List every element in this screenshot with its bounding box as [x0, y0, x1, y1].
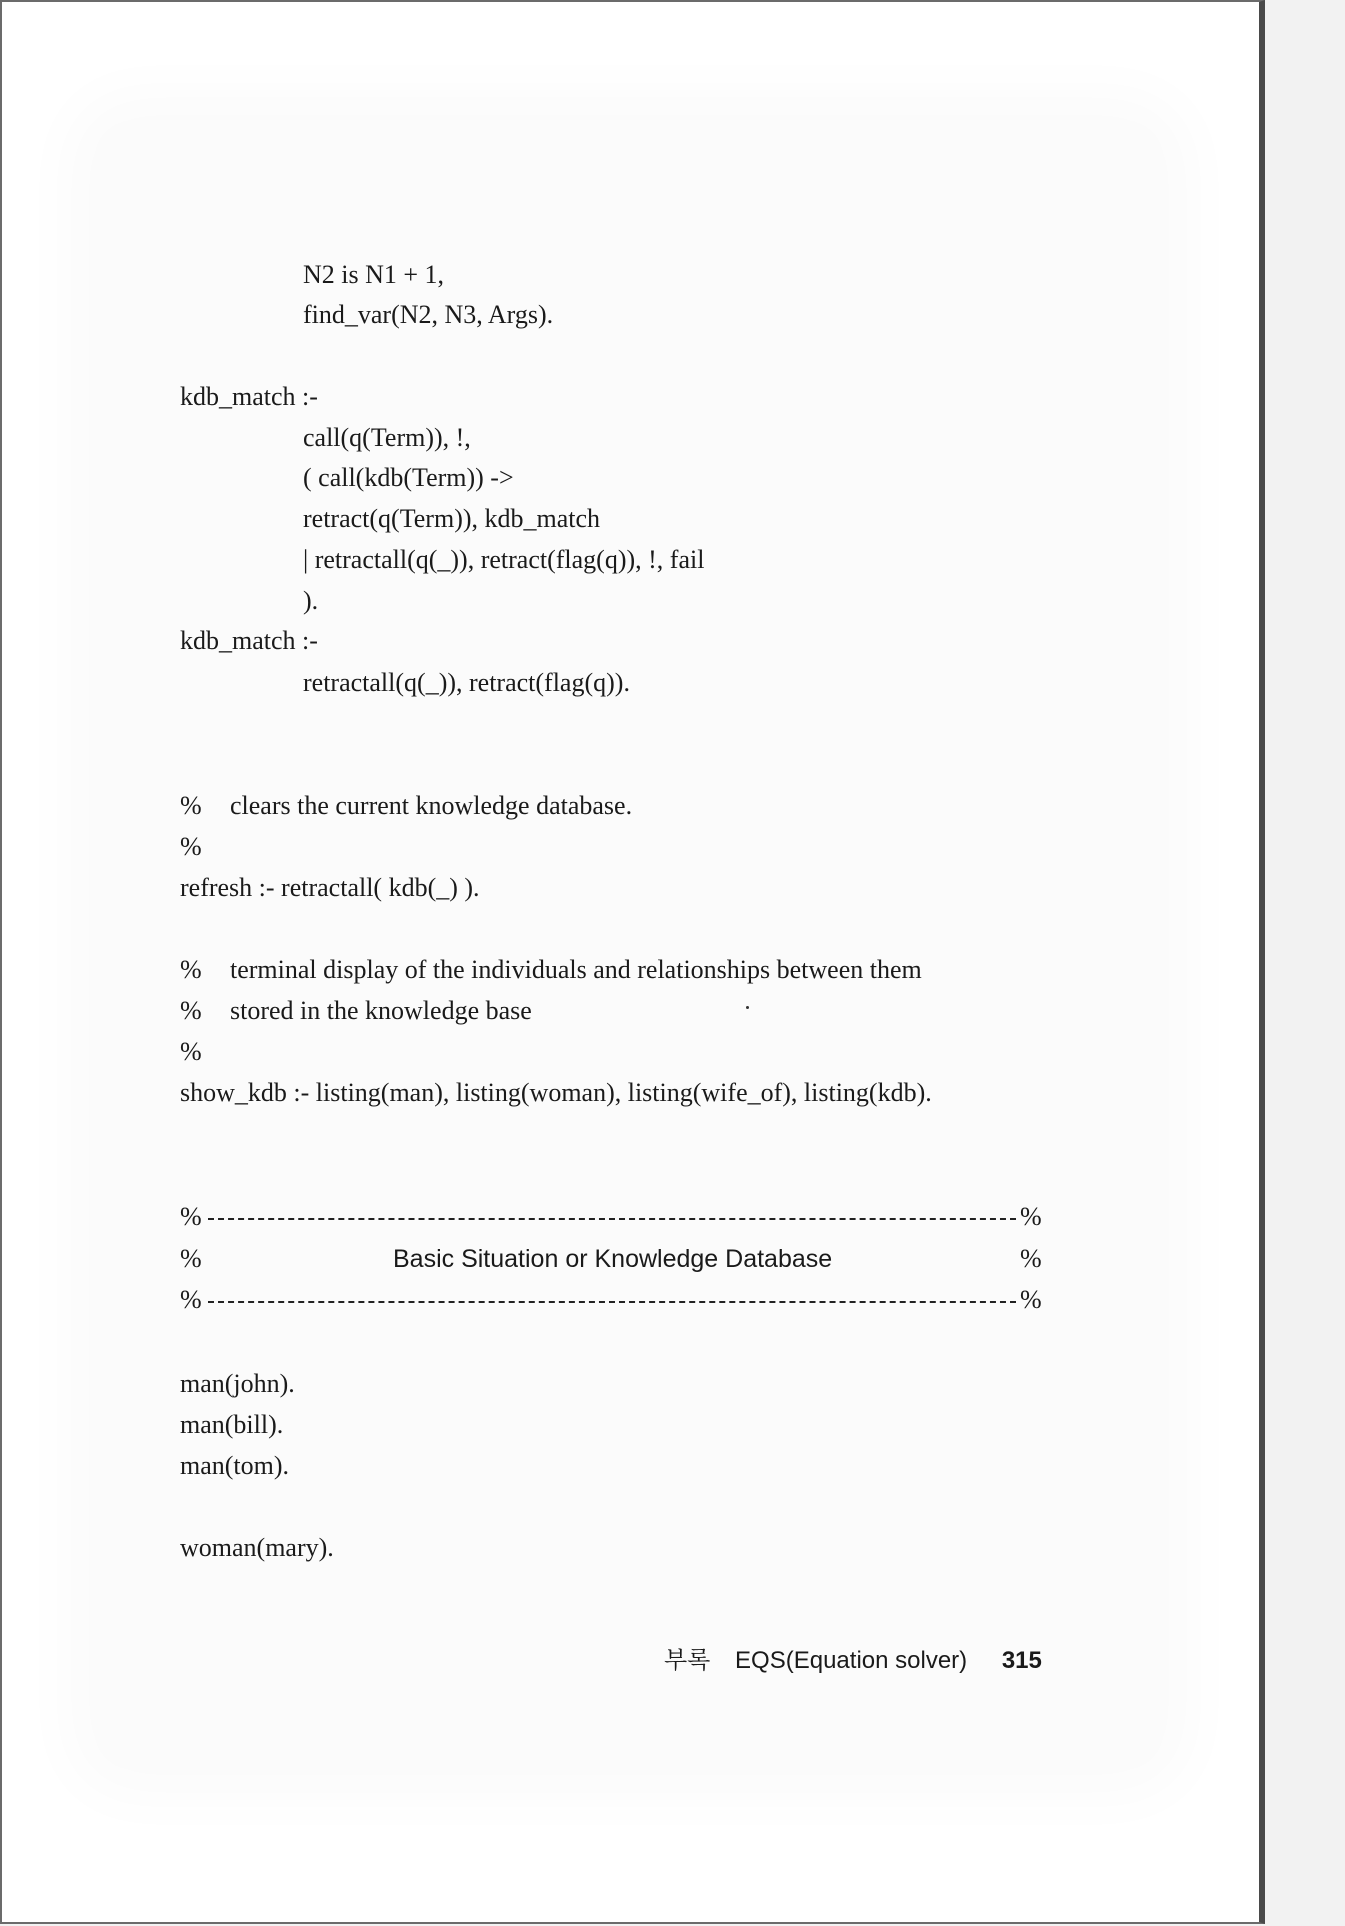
banner-bottom-rule: [208, 1301, 1016, 1303]
comment-marker: %: [180, 832, 202, 861]
banner-top-rule: [208, 1218, 1016, 1220]
fact-line: man(john).: [180, 1369, 295, 1398]
comment-text: stored in the knowledge base: [230, 996, 532, 1025]
code-line: call(q(Term)), !,: [303, 423, 471, 452]
banner-right-percent: %: [1020, 1244, 1042, 1273]
code-line: show_kdb :- listing(man), listing(woman), listing(wife_of), listing(kdb).: [180, 1078, 932, 1107]
page-number: 315: [1001, 1647, 1042, 1674]
footer-title: EQS(Equation solver): [735, 1647, 968, 1674]
scan-speck: [746, 1006, 749, 1009]
code-line: ).: [303, 586, 319, 615]
banner-left-percent: %: [180, 1244, 202, 1273]
running-footer: [664, 1640, 1042, 1675]
comment-text: terminal display of the individuals and relationships between them: [230, 955, 922, 984]
comment-marker: %: [180, 1037, 202, 1066]
code-line: | retractall(q(_)), retract(flag(q)), !, fail: [303, 545, 705, 574]
code-line: find_var(N2, N3, Args).: [303, 300, 554, 329]
banner-left-percent: %: [180, 1202, 202, 1231]
code-line: retract(q(Term)), kdb_match: [303, 504, 601, 533]
code-line: retractall(q(_)), retract(flag(q)).: [303, 668, 630, 697]
comment-text: clears the current knowledge database.: [230, 791, 633, 820]
code-line: N2 is N1 + 1,: [303, 260, 445, 289]
code-line: kdb_match :-: [180, 626, 318, 655]
page-shading: [94, 120, 1164, 1770]
scanner-margin: [1265, 0, 1345, 1926]
fact-line: woman(mary).: [180, 1533, 334, 1562]
fact-line: man(bill).: [180, 1410, 284, 1439]
code-line: refresh :- retractall( kdb(_) ).: [180, 873, 480, 902]
banner-left-percent: %: [180, 1285, 202, 1314]
footer-section-label: 부록: [664, 1647, 711, 1674]
banner-right-percent: %: [1020, 1202, 1042, 1231]
banner-title: Basic Situation or Knowledge Database: [393, 1245, 833, 1273]
banner-right-percent: %: [1020, 1285, 1042, 1314]
comment-marker: %: [180, 996, 202, 1025]
fact-line: man(tom).: [180, 1451, 290, 1480]
code-line: ( call(kdb(Term)) ->: [303, 463, 514, 492]
comment-marker: %: [180, 791, 202, 820]
comment-marker: %: [180, 955, 202, 984]
code-line: kdb_match :-: [180, 382, 318, 411]
